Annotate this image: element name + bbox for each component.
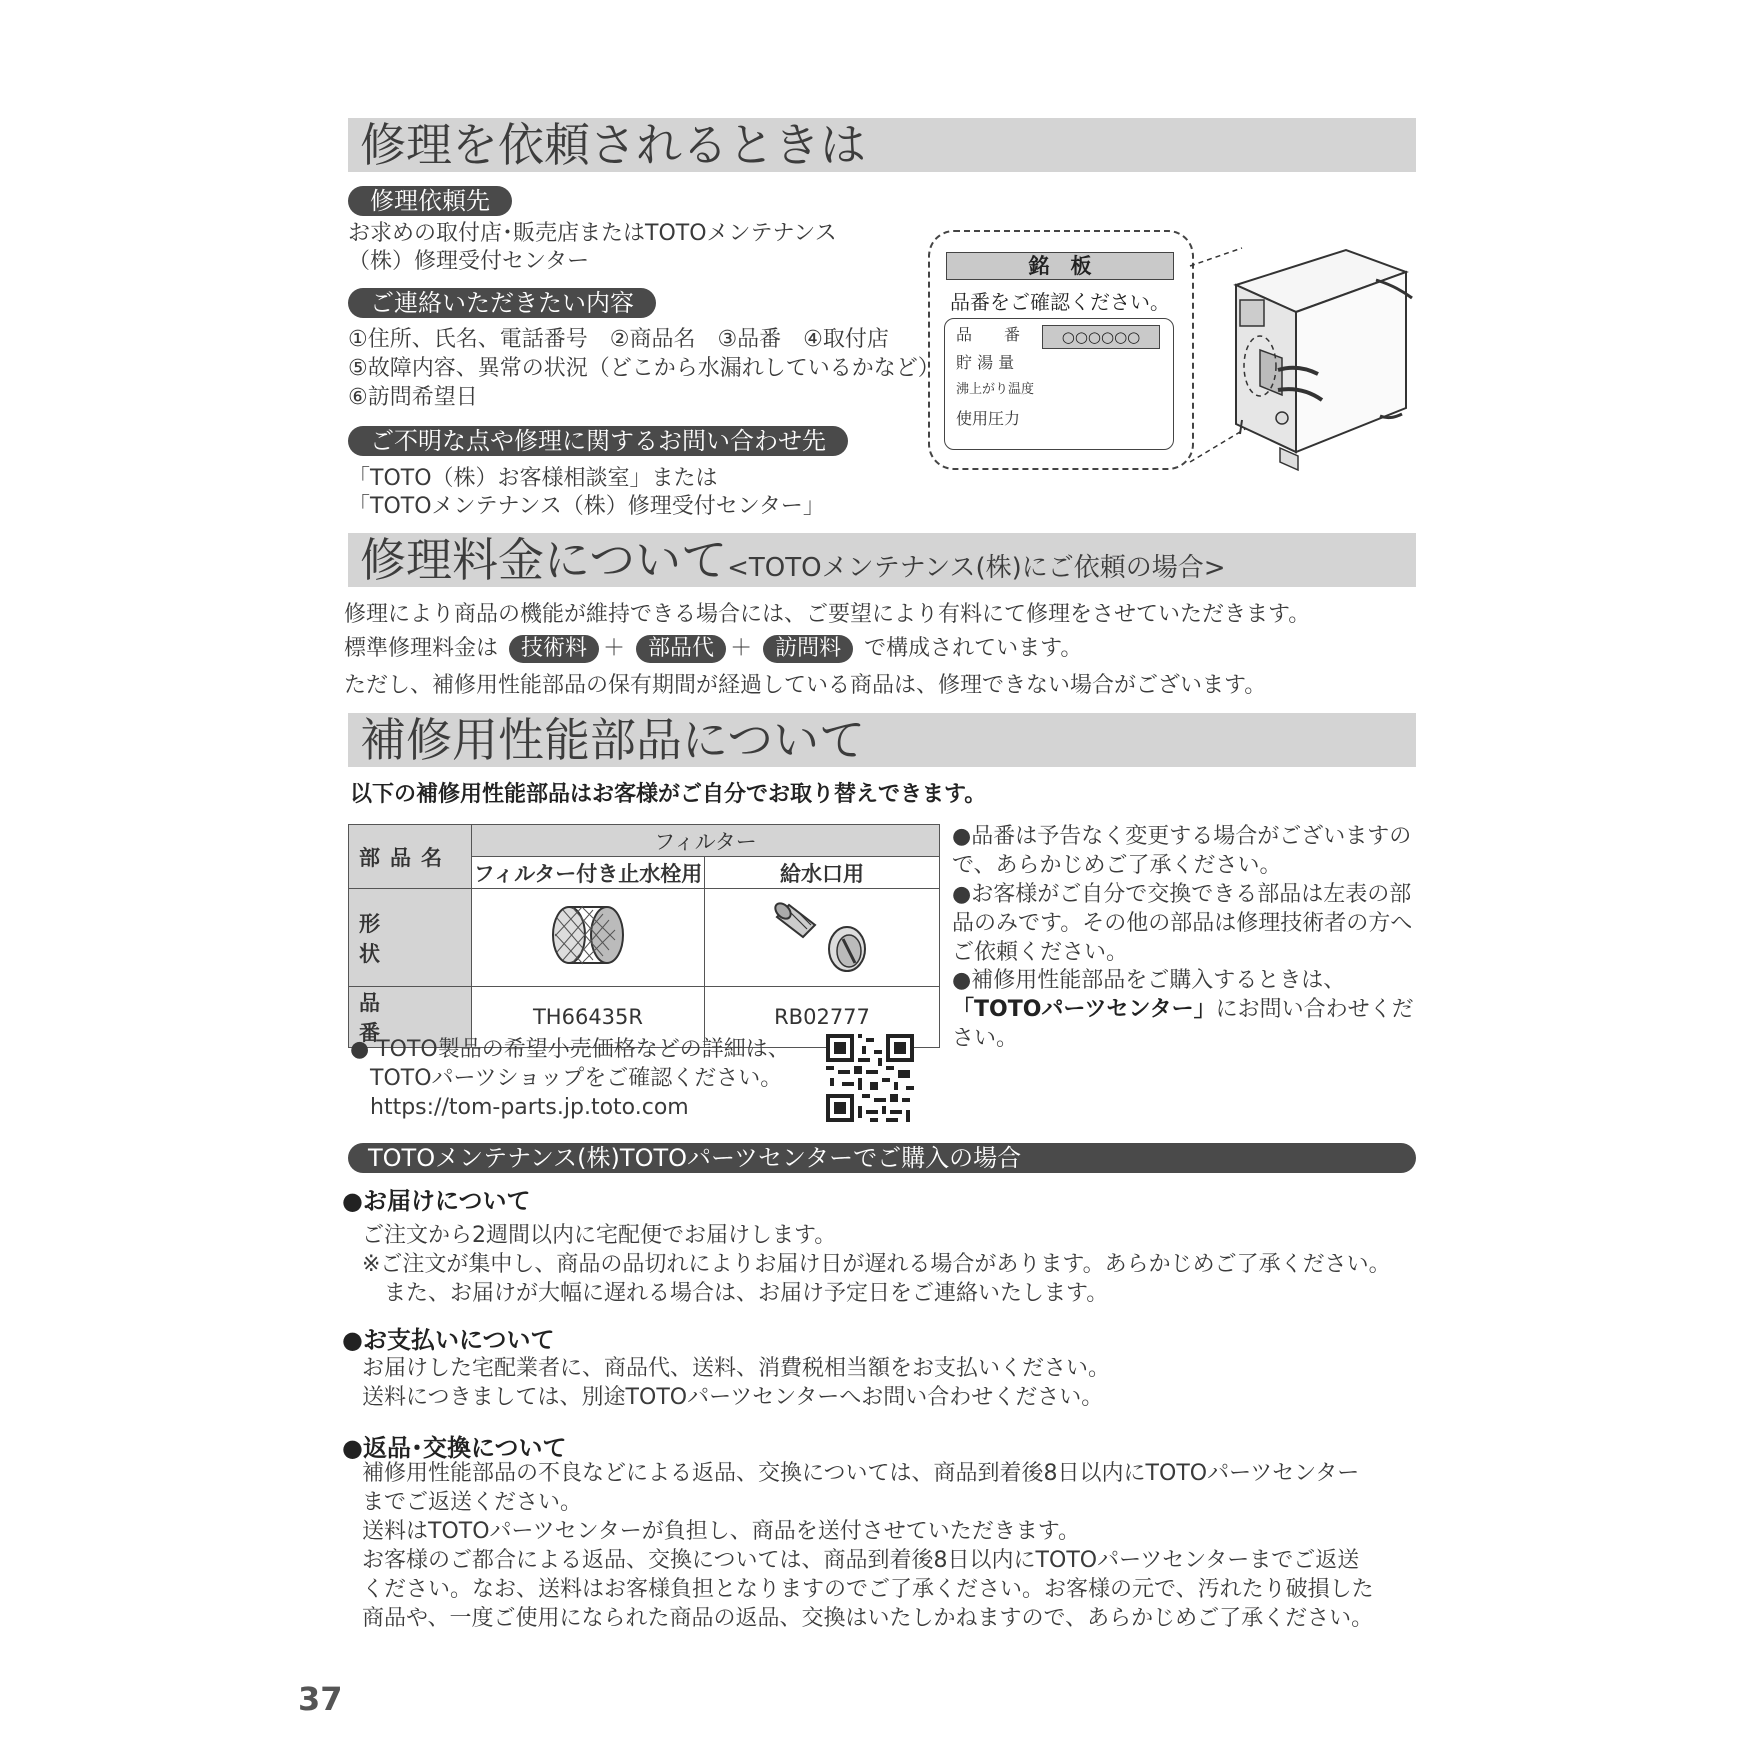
contact-line-2: （株）修理受付センター: [348, 249, 590, 274]
purchase-pill: TOTOメンテナンス(株)TOTOパーツセンターでご購入の場合: [348, 1143, 1416, 1173]
plus-sign: ＋: [730, 636, 753, 661]
section-title-repair-fee: [348, 533, 1416, 587]
return-title-text: 返品･交換について: [362, 1434, 567, 1462]
note-2: ●お客様がご自分で交換できる部品は左表の部品のみです。その他の部品は修理技術者の方へご依頼ください。: [952, 882, 1413, 965]
delivery-line-3: また、お届けが大幅に遅れる場合は、お届け予定日をご連絡いたします。: [362, 1281, 1109, 1306]
note-3: ●補修用性能部品をご購入するときは、「TOTOパーツセンター」にお問い合わせください。: [952, 968, 1414, 1051]
tag-parts-fee: 部品代: [636, 635, 726, 663]
section-title-repair-request: [348, 118, 1416, 172]
payment-line-2: 送料につきましては、別途TOTOパーツセンターへお問い合わせください。: [362, 1385, 1104, 1410]
mesh-filter-icon: [543, 900, 633, 970]
return-line-2: までご返送ください。: [362, 1490, 583, 1515]
payment-title: ●お支払いについて: [342, 1326, 555, 1354]
fee-line-2-prefix: 標準修理料金は: [344, 636, 499, 661]
inquiry-line-1: 「TOTO（株）お客様相談室」または: [348, 466, 718, 491]
nameplate-row4-label: 使用圧力: [956, 409, 1021, 428]
contact-line-1: お求めの取付店･販売店またはTOTOメンテナンス: [348, 221, 837, 246]
contact-pill: 修理依頼先: [348, 186, 512, 216]
section-title-text: 補修用性能部品について: [360, 713, 866, 767]
fee-line-3: ただし、補修用性能部品の保有期間が経過している商品は、修理できない場合がございます。: [344, 673, 1267, 698]
parts-intro: 以下の補修用性能部品はお客様がご自分でお取り替えできます。: [350, 782, 987, 807]
info-line-2: ⑤故障内容、異常の状況（どこから水漏れしているかなど）: [348, 356, 940, 381]
section-title-service-parts: [348, 713, 1416, 767]
shape-inlet-cell: [705, 889, 940, 987]
fee-line-2-suffix: で構成されています。: [864, 636, 1083, 661]
section-title-text: 修理料金について: [360, 533, 728, 587]
note-2-text: お客様がご自分で交換できる部品は左表の部品のみです。その他の部品は修理技術者の方へご依頼ください。: [952, 882, 1413, 965]
section-subtitle-text: <TOTOメンテナンス(株)にご依頼の場合>: [727, 553, 1226, 583]
header-filter: フィルター: [472, 825, 940, 857]
qr-code-icon[interactable]: [826, 1034, 914, 1122]
water-heater-illustration: [1180, 230, 1420, 500]
return-line-5: ください。なお、送料はお客様負担となりますのでご了承ください。お客様の元で、汚れたり破損した: [362, 1577, 1374, 1602]
inquiry-line-2: 「TOTOメンテナンス（株）修理受付センター」: [348, 494, 825, 519]
inquiry-pill: ご不明な点や修理に関するお問い合わせ先: [348, 426, 848, 456]
return-line-4: お客様のご都合による返品、交換については、商品到着後8日以内にTOTOパーツセンターまでご返送: [362, 1548, 1360, 1573]
nameplate-subtitle: 品番をご確認ください。: [950, 290, 1170, 314]
number-filter: TH66435R: [472, 987, 705, 1048]
tag-visit-fee: 訪問料: [763, 635, 853, 663]
delivery-title: ●お届けについて: [342, 1187, 531, 1215]
header-part-name: 部品名: [349, 825, 472, 889]
header-shape: 形状: [349, 889, 472, 987]
shape-filter-cell: [472, 889, 705, 987]
delivery-line-2: ※ご注文が集中し、商品の品切れによりお届け日が遅れる場合があります。あらかじめご了承ください。: [362, 1252, 1391, 1277]
tag-technical-fee: 技術料: [509, 635, 599, 663]
return-line-1: 補修用性能部品の不良などによる返品、交換については、商品到着後8日以内にTOTOパーツセンター: [362, 1461, 1360, 1486]
web-line-1-text: TOTO製品の希望小売価格などの詳細は、: [376, 1037, 790, 1062]
header-number: 品番: [349, 987, 472, 1048]
info-line-1: ①住所、氏名、電話番号 ②商品名 ③品番 ④取付店: [348, 327, 889, 352]
return-line-6: 商品や、一度ご使用になられた商品の返品、交換はいたしかねますので、あらかじめご了承ください。: [362, 1606, 1374, 1631]
web-line-1: ● TOTO製品の希望小売価格などの詳細は、: [350, 1037, 790, 1062]
payment-line-1: お届けした宅配業者に、商品代、送料、消費税相当額をお支払いください。: [362, 1356, 1111, 1381]
section-title-text: 修理を依頼されるときは: [360, 118, 866, 172]
info-pill: ご連絡いただきたい内容: [348, 288, 656, 318]
note-3-bold: 「TOTOパーツセンター」: [952, 997, 1216, 1022]
nameplate-row2-label: 貯 湯 量: [956, 353, 1015, 372]
web-url-link[interactable]: https://tom-parts.jp.toto.com: [370, 1095, 689, 1120]
parts-table: [348, 824, 940, 1048]
number-inlet: RB02777: [705, 987, 940, 1048]
return-line-3: 送料はTOTOパーツセンターが負担し、商品を送付させていただきます。: [362, 1519, 1080, 1544]
note-1-text: 品番は予告なく変更する場合がございますので、あらかじめご了承ください。: [952, 824, 1412, 878]
water-inlet-filter-icon: [767, 895, 877, 975]
info-line-3: ⑥訪問希望日: [348, 385, 478, 410]
plus-sign: ＋: [603, 636, 626, 661]
nameplate-title: 銘 板: [946, 252, 1174, 280]
note-3-prefix: 補修用性能部品をご購入するときは、: [971, 968, 1346, 993]
payment-title-text: お支払いについて: [362, 1326, 555, 1354]
nameplate-row1-label: 品 番: [956, 325, 1021, 344]
web-line-2: TOTOパーツショップをご確認ください。: [370, 1066, 783, 1091]
col-filter-stopcock: フィルター付き止水栓用: [472, 857, 705, 889]
return-title: ●返品･交換について: [342, 1434, 567, 1462]
note-1: ●品番は予告なく変更する場合がございますので、あらかじめご了承ください。: [952, 824, 1412, 878]
note-3-suffix: にお問い合わせください。: [952, 997, 1414, 1051]
page-number: 37: [298, 1680, 343, 1718]
col-water-inlet: 給水口用: [705, 857, 940, 889]
fee-line-1: 修理により商品の機能が維持できる場合には、ご要望により有料にて修理をさせていただきます。: [344, 602, 1311, 627]
delivery-line-1: ご注文から2週間以内に宅配便でお届けします。: [362, 1223, 837, 1248]
fee-line-2: [344, 634, 1082, 663]
delivery-title-text: お届けについて: [362, 1187, 531, 1215]
nameplate-row3-label: 沸上がり温度: [956, 382, 1035, 397]
nameplate-row1-value: ○○○○○○: [1042, 325, 1160, 349]
